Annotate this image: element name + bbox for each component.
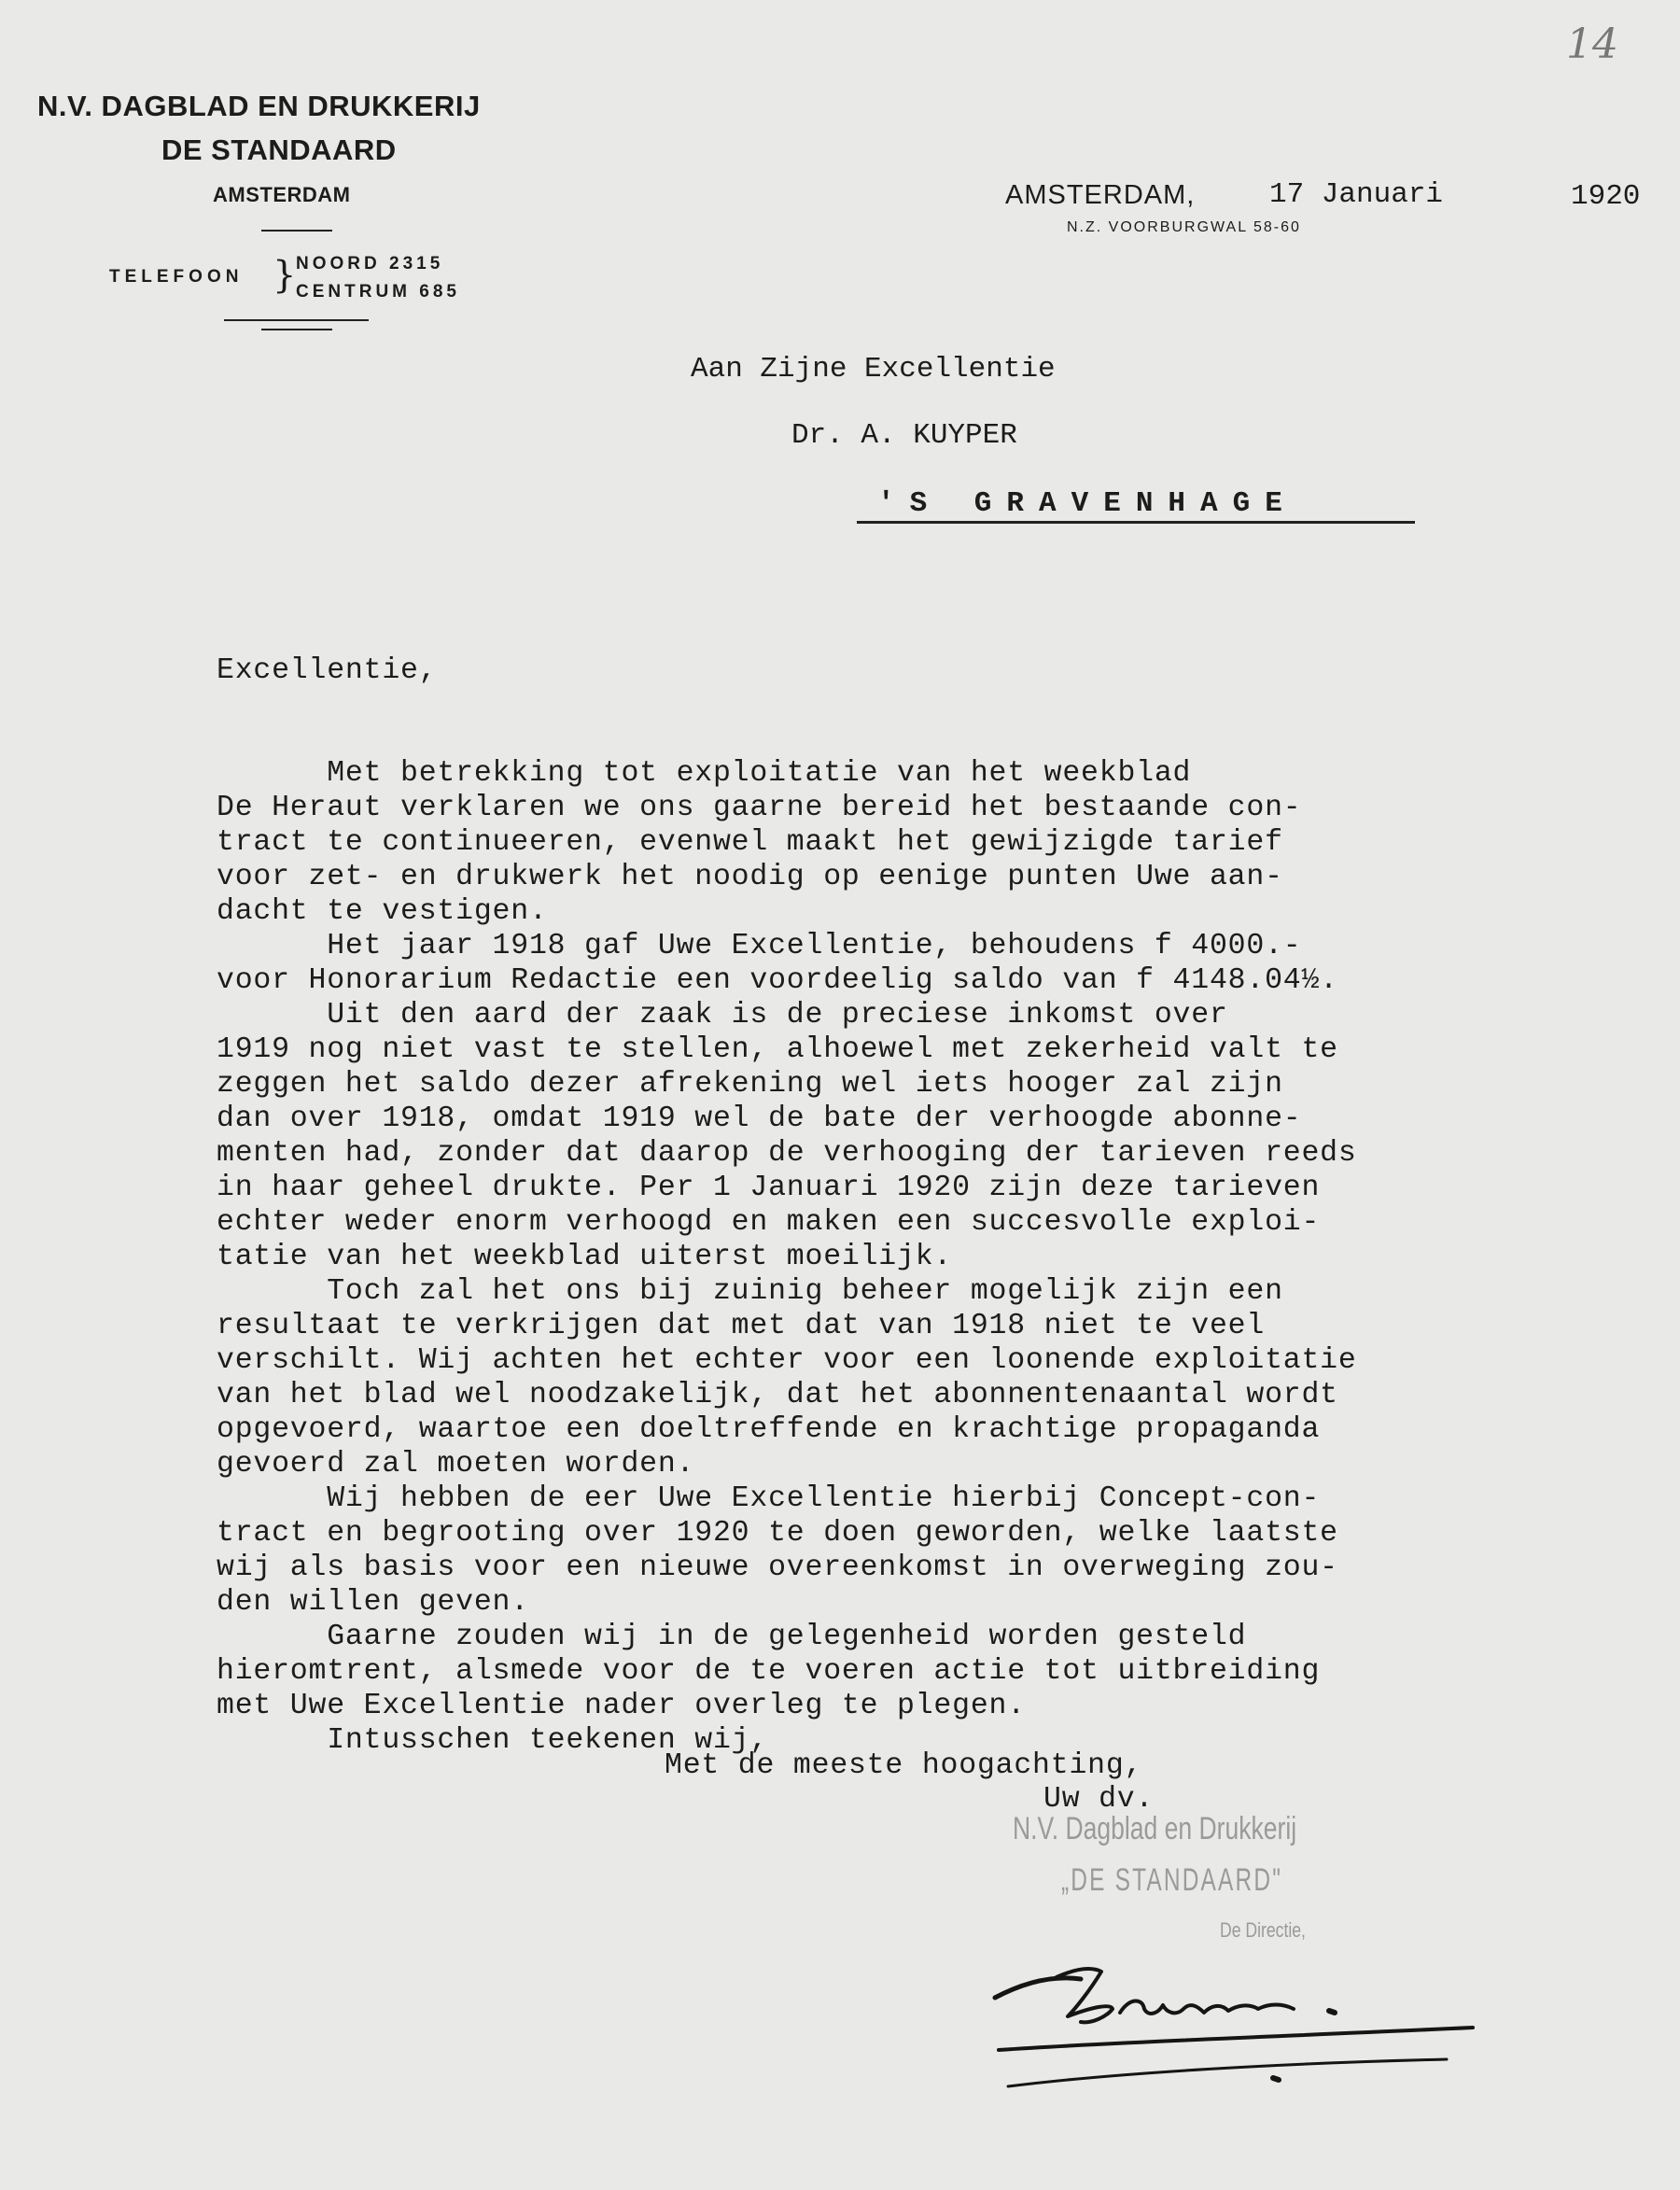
body-line: hieromtrent, alsmede voor de te voeren actie tot uitbreiding <box>217 1655 1321 1688</box>
brace-icon: } <box>273 254 297 297</box>
body-line: met Uwe Excellentie nader overleg te plegen. <box>217 1690 1026 1722</box>
body-line: Toch zal het ons bij zuinig beheer mogelijk zijn een <box>217 1275 1283 1308</box>
body-line: voor Honorarium Redactie een voordeelig saldo van f 4148.04½. <box>217 964 1338 997</box>
letterhead-city: AMSTERDAM <box>213 183 351 206</box>
body-line: wij als basis voor een nieuwe overeenkomst in overweging zou- <box>217 1551 1338 1584</box>
addressee-line-1: Aan Zijne Excellentie <box>691 353 1056 386</box>
paper-name: DE STANDAARD <box>161 133 397 166</box>
stamp-line-3: De Directie, <box>1220 1918 1306 1942</box>
body-line: dacht te vestigen. <box>217 895 548 928</box>
body-line: verschilt. Wij achten het echter voor een loonende exploitatie <box>217 1344 1357 1377</box>
salutation: Excellentie, <box>217 654 438 687</box>
body-line: Gaarne zouden wij in de gelegenheid worden gesteld <box>217 1621 1247 1653</box>
telephone-centrum: CENTRUM 685 <box>296 282 460 302</box>
year: 1920 <box>1571 180 1641 213</box>
letterhead-divider-double <box>224 319 369 321</box>
stamp-line-1: N.V. Dagblad en Drukkerij <box>1013 1811 1297 1846</box>
letterhead-divider <box>261 230 332 232</box>
body-line: Uit den aard der zaak is de preciese inkomst over <box>217 999 1228 1032</box>
body-line: Met betrekking tot exploitatie van het weekblad <box>217 757 1192 790</box>
body-line: 1919 nog niet vast te stellen, alhoewel met zekerheid valt te <box>217 1033 1338 1066</box>
body-line: opgevoerd, waartoe een doeltreffende en krachtige propaganda <box>217 1413 1321 1446</box>
page-number: 14 <box>1566 21 1618 68</box>
body-line: Het jaar 1918 gaf Uwe Excellentie, behoudens f 4000.- <box>217 930 1302 962</box>
addressee-line-2: Dr. A. KUYPER <box>791 419 1017 452</box>
addressee-line-3: 'S GRAVENHAGE <box>877 487 1297 520</box>
body-line: resultaat te verkrijgen dat met dat van 1918 niet te veel <box>217 1310 1266 1342</box>
date: 17 Januari <box>1269 178 1444 211</box>
body-line: De Heraut verklaren we ons gaarne bereid het bestaande con- <box>217 792 1302 824</box>
signature <box>971 1923 1493 2091</box>
street-address: N.Z. VOORBURGWAL 58-60 <box>1067 219 1301 235</box>
telephone-label: TELEFOON <box>109 267 244 287</box>
telephone-noord: NOORD 2315 <box>296 254 444 274</box>
letter-body <box>217 756 1357 1758</box>
closing-line-1: Met de meeste hoogachting, <box>665 1749 1143 1782</box>
closing-line-2: Uw dv. <box>1043 1783 1155 1816</box>
body-line: dan over 1918, omdat 1919 wel de bate der verhoogde abonne- <box>217 1102 1302 1135</box>
body-line: zeggen het saldo dezer afrekening wel iets hooger zal zijn <box>217 1068 1283 1101</box>
body-line: Intusschen teekenen wij, <box>217 1724 769 1757</box>
body-line: tatie van het weekblad uiterst moeilijk. <box>217 1241 953 1273</box>
body-line: menten had, zonder dat daarop de verhooging der tarieven reeds <box>217 1137 1357 1170</box>
body-line: van het blad wel noodzakelijk, dat het abonnentenaantal wordt <box>217 1379 1338 1411</box>
body-line: den willen geven. <box>217 1586 529 1619</box>
stamp-line-2: „DE STANDAARD" <box>1061 1862 1283 1898</box>
body-line: echter weder enorm verhoogd en maken een succesvolle exploi- <box>217 1206 1321 1239</box>
body-line: Wij hebben de eer Uwe Excellentie hierbij Concept-con- <box>217 1482 1321 1515</box>
company-name: N.V. DAGBLAD EN DRUKKERIJ <box>37 90 481 122</box>
body-line: tract en begrooting over 1920 te doen geworden, welke laatste <box>217 1517 1338 1550</box>
body-line: tract te continueeren, evenwel maakt het gewijzigde tarief <box>217 826 1283 859</box>
place: AMSTERDAM, <box>1005 180 1196 210</box>
body-line: gevoerd zal moeten worden. <box>217 1448 695 1481</box>
addressee-underline <box>857 521 1415 524</box>
body-line: voor zet- en drukwerk het noodig op eenige punten Uwe aan- <box>217 861 1283 893</box>
body-line: in haar geheel drukte. Per 1 Januari 1920 zijn deze tarieven <box>217 1172 1321 1204</box>
letterhead-divider-double-2 <box>261 329 332 330</box>
